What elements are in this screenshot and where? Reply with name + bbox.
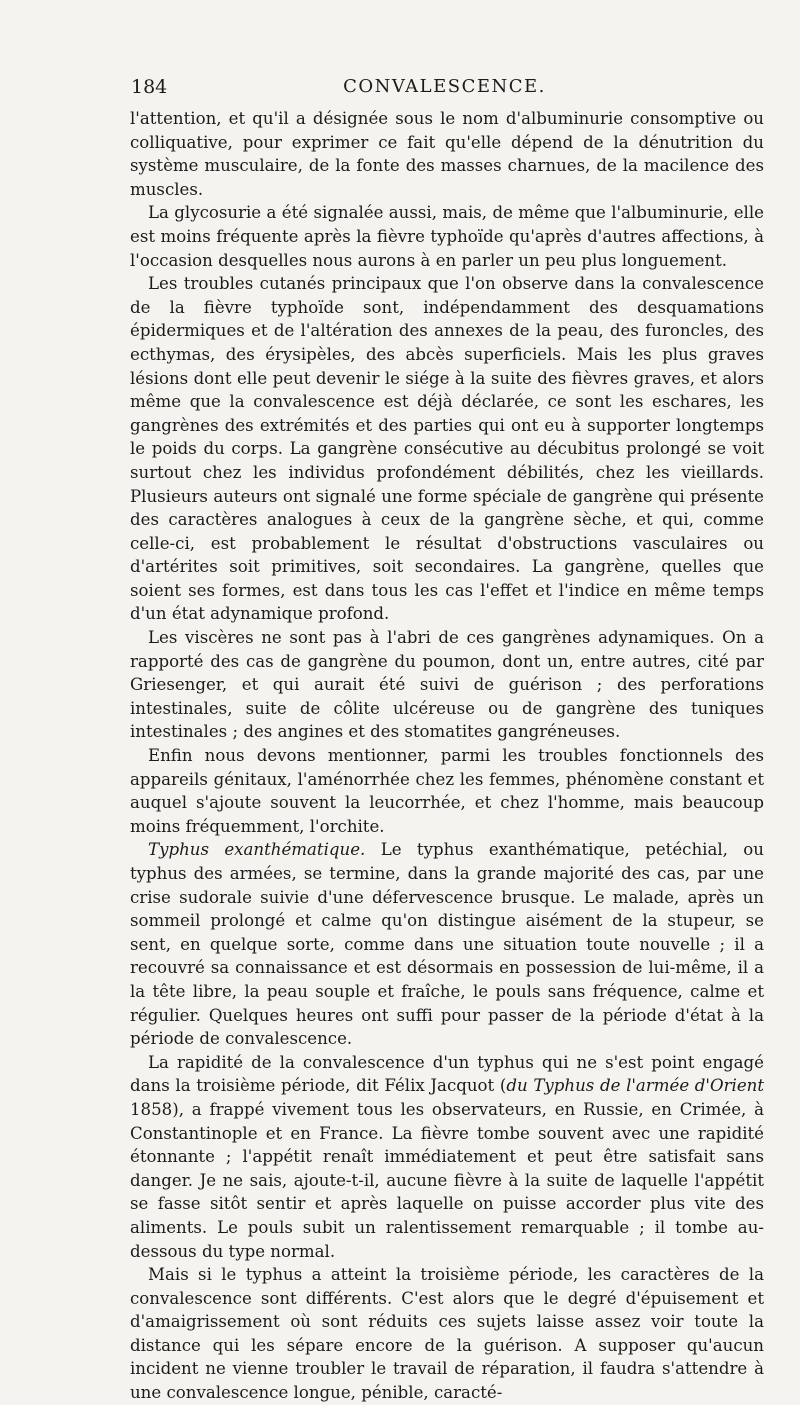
paragraph-visceres: Les viscères ne sont pas à l'abri de ces gangrènes adynamiques. On a rapporté des cas de gangrène du poumon, dont un, entre autres, cité par Griesenger, et qui aurait été suivi de guérison ; des perforations intestinales, suite de côlite ulcéreuse ou de gangrène des tuniques intestinales ; des angines et des stomatites gangréneuses. bbox=[130, 628, 764, 742]
paragraph-typhus-exanthematique bbox=[130, 838, 764, 1050]
jacquot-text-after: 1858), a frappé vivement tous les observateurs, en Russie, en Crimée, à Constantinople et en France. La fièvre tombe souvent avec une rapidité étonnante ; l'appétit renaît immédiatement et peut être satisfait sans danger. Je ne sais, ajoute-t-il, aucune fièvre à la suite de laquelle l'appétit se fasse sitôt sentir et après laquelle on puisse accorder plus vite des aliments. Le pouls subit un ralentissement remarquable ; il tombe au-dessous du type normal. bbox=[130, 1099, 764, 1261]
jacquot-citation: du Typhus de l'armée d'Orient bbox=[506, 1076, 765, 1096]
paragraph-troubles-cutanes: Les troubles cutanés principaux que l'on observe dans la convalescence de la fièvre typhoïde sont, indépendamment des desquamations épidermiques et de l'altération des annexes de la peau, des furoncles, des ecthymas, des érysipèles, des abcès superficiels. Mais les plus graves lésions dont elle peut devenir le siége à la suite des fièvres graves, et alors même que la convalescence est déjà déclarée, ce sont les eschares, les gangrènes des extrémités et des parties qui ont eu à supporter longtemps le poids du corps. La gangrène consécutive au décubitus prolongé se voit surtout chez les individus profondément débilités, chez les vieillards. Plusieurs auteurs ont signalé une forme spéciale de gangrène qui présente des caractères analogues à ceux de la gangrène sèche, et qui, comme celle-ci, est probablement le résultat d'obstructions vasculaires ou d'artérites soit primitives, soit secondaires. La gangrène, quelles que soient ses formes, est dans tous les cas l'effet et l'indice en même temps d'un état adynamique profond. bbox=[130, 274, 764, 624]
running-head: CONVALESCENCE. bbox=[343, 76, 546, 97]
paragraph-albuminurie: l'attention, et qu'il a désignée sous le nom d'albuminurie consomptive ou colliquative, pour exprimer ce fait qu'elle dépend de la dénutrition du système musculaire, de la fonte des masses charnues, de la macilence des muscles. bbox=[130, 109, 764, 199]
page-number: 184 bbox=[131, 76, 168, 98]
paragraph-typhus-text: Le typhus exanthématique, petéchial, ou typhus des armées, se termine, dans la grande majorité des cas, par une crise sudorale suivie d'une défervescence brusque. Le malade, après un sommeil prolongé et calme qu'on distingue aisément de la stupeur, se sent, en quelque sorte, comme dans une situation toute nouvelle ; il a recouvré sa connaissance et est désormais en possession de lui-même, il a la tête libre, la peau souple et fraîche, le pouls sans fréquence, calme et régulier. Quelques heures ont suffi pour passer de la période d'état à la période de convalescence. bbox=[130, 840, 764, 1049]
body-text bbox=[130, 107, 764, 1405]
page-header bbox=[131, 76, 758, 104]
paragraph-appareils-genitaux: Enfin nous devons mentionner, parmi les troubles fonctionnels des appareils génitaux, l'aménorrhée chez les femmes, phénomène constant et auquel s'ajoute souvent la leucorrhée, et chez l'homme, mais beaucoup moins fréquemment, l'orchite. bbox=[130, 746, 764, 836]
jacquot-text-before: La rapidité de la convalescence d'un typhus qui ne s'est point engagé dans la troisième période, dit Félix Jacquot ( bbox=[130, 1052, 764, 1096]
paragraph-troisieme-periode: Mais si le typhus a atteint la troisième période, les caractères de la convalescence sont différents. C'est alors que le degré d'épuisement et d'amaigrissement où sont réduits ces sujets laisse assez voir toute la distance qui les sépare encore de la guérison. A supposer qu'aucun incident ne vienne troubler le travail de réparation, il faudra s'attendre à une convalescence longue, pénible, caracté- bbox=[130, 1265, 764, 1403]
paragraph-glycosurie: La glycosurie a été signalée aussi, mais, de même que l'albuminurie, elle est moins fréquente après la fièvre typhoïde qu'après d'autres affections, à l'occasion desquelles nous aurons à en parler un peu plus longuement. bbox=[130, 203, 764, 270]
paragraph-jacquot bbox=[130, 1051, 764, 1263]
section-heading-typhus: Typhus exanthématique. bbox=[148, 840, 366, 860]
